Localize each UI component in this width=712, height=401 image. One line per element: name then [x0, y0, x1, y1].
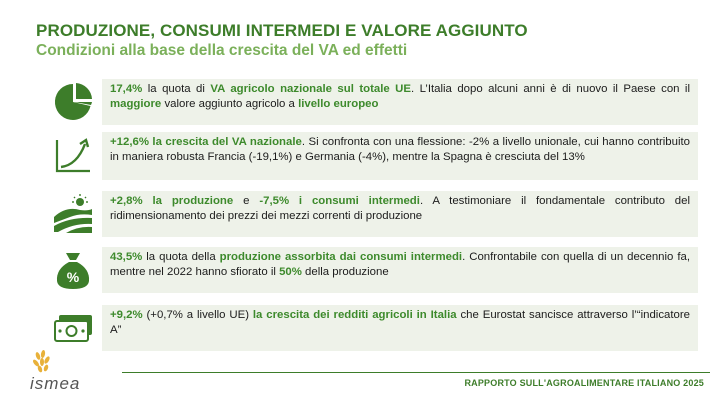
- item-va-growth: [52, 132, 692, 178]
- body-text: . L’Italia dopo alcuni anni è di nuovo il Paese con il: [410, 83, 690, 95]
- body-text: la quota della: [142, 251, 220, 263]
- item-income-growth: [52, 305, 692, 351]
- body-text: valore aggiunto agricolo a: [161, 98, 299, 111]
- item-va-share: [52, 79, 692, 125]
- highlight-text: 17,4%: [110, 83, 143, 95]
- footer-divider: [122, 372, 710, 373]
- page-subtitle: Condizioni alla base della crescita del VA ed effetti: [36, 42, 408, 59]
- body-text: che Eurostat sancisce attraverso l’“indicatore A”: [110, 309, 690, 337]
- highlight-text: +12,6% la crescita del VA nazionale: [110, 136, 302, 148]
- body-text: (+0,7% a livello UE): [142, 309, 253, 321]
- highlight-text: maggiore: [110, 98, 162, 111]
- body-text: . Confrontabile con quella di un decennio fa, mentre nel 2022 hanno sfiorato il: [110, 251, 690, 279]
- item-text: [102, 132, 698, 180]
- footer-report-title: RAPPORTO SULL'AGROALIMENTARE ITALIANO 2025: [464, 378, 704, 388]
- ismea-logo-text: ismea: [30, 374, 81, 393]
- highlight-text: la crescita dei redditi agricoli in Italia: [252, 309, 457, 321]
- percent-money-bag-icon: [52, 249, 94, 291]
- highlight-text: +2,8% la produzione: [110, 195, 234, 207]
- highlight-text: VA agricolo nazionale sul totale UE: [210, 83, 411, 95]
- page-title: PRODUZIONE, CONSUMI INTERMEDI E VALORE AGGIUNTO: [36, 21, 528, 40]
- highlight-text: produzione assorbita dai consumi intermedi: [219, 251, 463, 263]
- highlight-text: -7,5% i consumi intermedi: [259, 195, 420, 207]
- growth-curve-icon: [52, 134, 94, 176]
- item-text: [102, 305, 698, 351]
- highlight-text: 43,5%: [110, 251, 143, 263]
- banknotes-icon: [52, 307, 94, 349]
- item-production: [52, 191, 692, 237]
- body-text: . A testimoniare il fondamentale contributo del ridimensionamento dei prezzi dei mezzi correnti di produzione: [110, 195, 690, 223]
- item-text: [102, 191, 698, 237]
- item-text: [102, 79, 698, 125]
- body-text: della produzione: [301, 266, 389, 279]
- body-text: la quota di: [142, 83, 211, 95]
- body-text: e: [233, 195, 260, 207]
- highlight-text: +9,2%: [110, 309, 143, 321]
- highlight-text: livello europeo: [298, 98, 379, 111]
- highlight-text: 50%: [279, 266, 302, 279]
- pie-chart-icon: [52, 81, 94, 123]
- item-text: [102, 247, 698, 293]
- farm-field-icon: [52, 193, 94, 235]
- svg-text:%: %: [66, 269, 80, 285]
- item-intermediate-share: [52, 247, 692, 293]
- body-text: . Si confronta con una flessione: -2% a livello unionale, cui hanno contribuito in maniera robusta Francia (-19,1%) e Germania (-4%), mentre la Spagna è cresciuta del 13%: [110, 136, 690, 164]
